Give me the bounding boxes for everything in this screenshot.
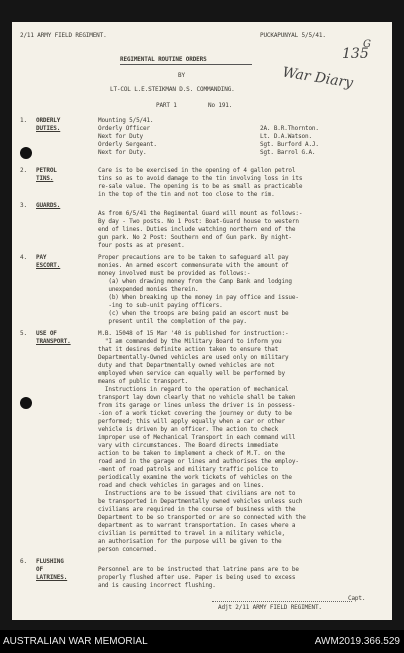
duty-label: Mounting 5/5/41. (98, 117, 154, 124)
section-3-heading-line: GUARDS. (36, 202, 61, 209)
body-line: (a) when drawing money from the Camp Bank and lodging (98, 278, 292, 285)
body-line: transport lay down clearly that no vehicle shall be taken (98, 394, 296, 401)
duty-value: Sgt. Burford A.J. (260, 141, 319, 148)
duty-value: 2A. B.R.Thornton. (260, 125, 319, 132)
body-line: end of lines. Duties include watching northern end of the (98, 226, 296, 233)
body-line: means of public transport. (98, 378, 189, 385)
body-line: periodically examine the work tickets of vehicles on the (98, 474, 292, 481)
body-line: duty and that Departmentally owned vehicles are not (98, 362, 275, 369)
order-number: No 191. (208, 102, 233, 109)
document-page (12, 22, 392, 620)
body-line: present until the completion of the pay. (98, 318, 247, 325)
body-line: Instructions are to be issued that civilians are not to (98, 490, 296, 497)
body-line: M.B. 15048 of 15 Mar '40 is published for instruction:- (98, 330, 289, 337)
body-line: that it desires definite action taken to ensure that (98, 346, 279, 353)
section-2-number: 2. (20, 167, 27, 174)
commanding-officer: LT-COL L.E.STEIKMAN D.S. COMMANDING. (110, 86, 235, 93)
section-6-heading-line: LATRINES. (36, 574, 68, 581)
body-line: (c) when the troops are being paid an escort must be (98, 310, 289, 317)
body-line: road and in the garage or lines and authorises the employ- (98, 458, 299, 465)
body-line: Care is to be exercised in the opening of 4 gallon petrol (98, 167, 296, 174)
body-line: in the top of the tin and not too close to the rim. (98, 191, 275, 198)
handwritten-letter: G (363, 39, 371, 50)
body-line: vehicle is driven by an officer. The action to check (98, 426, 279, 433)
document-title: REGIMENTAL ROUTINE ORDERS (120, 56, 207, 63)
title-underline (120, 64, 252, 65)
body-line: monies. An armed escort commensurate with the amount of (98, 262, 289, 269)
body-line: four posts as at present. (98, 242, 185, 249)
body-line: performed; this will apply equally when a car or other (98, 418, 285, 425)
body-line: Instructions in regard to the operation of mechanical (98, 386, 289, 393)
body-line: Personnel are to be instructed that latrine pans are to be (98, 566, 299, 573)
body-line: properly flushed after use. Paper is being used to excess (98, 574, 296, 581)
duty-label: Next for Duty. (98, 149, 147, 156)
body-line: action to be taken to implement a check of M.T. on the (98, 450, 285, 457)
footer-bar (0, 630, 404, 653)
duty-label: Orderly Sergeant. (98, 141, 157, 148)
duty-label: Orderly Officer (98, 125, 150, 132)
binder-hole (20, 147, 32, 159)
section-1-heading-line: ORDERLY (36, 117, 61, 124)
section-5-number: 5. (20, 330, 27, 337)
section-3-number: 3. (20, 202, 27, 209)
signature-title: Adjt 2/11 ARMY FIELD REGIMENT. (218, 604, 322, 611)
body-line: tins so as to avoid damage to the tin involving loss in its (98, 175, 303, 182)
body-line: (b) When breaking up the money in pay office and issue- (98, 294, 299, 301)
by-label: BY (178, 72, 185, 79)
signature-line (212, 601, 352, 602)
body-line: -ion of a work ticket covering the journey or duty to be (98, 410, 292, 417)
section-2-heading-line: PETROL (36, 167, 57, 174)
section-4-heading-line: ESCORT. (36, 262, 61, 269)
section-1-number: 1. (20, 117, 27, 124)
binder-hole (20, 397, 32, 409)
section-5-heading-line: USE OF (36, 330, 57, 337)
section-1-heading-line: DUTIES. (36, 125, 61, 132)
footer-accession-number: AWM2019.366.529 (314, 636, 400, 647)
body-line: road and check vehicles in garages and on lines. (98, 482, 265, 489)
body-line: By day - Two posts. No 1 Post: Boat-Guard house to western (98, 218, 299, 225)
body-line: and is causing incorrect flushing. (98, 582, 216, 589)
body-line: civilians are required in the course of business with the (98, 506, 296, 513)
body-line: As from 6/5/41 the Regimental Guard will mount as follows:- (98, 210, 303, 217)
body-line: employed when service can equally well be performed by (98, 370, 285, 377)
duty-label: Next for Duty (98, 133, 144, 140)
location-date: PUCKAPUNYAL 5/5/41. (260, 32, 326, 39)
body-line: be transported in Departmentally owned vehicles unless such (98, 498, 303, 505)
section-4-number: 4. (20, 254, 27, 261)
body-line: Proper precautions are to be taken to safeguard all pay (98, 254, 289, 261)
section-6-number: 6. (20, 558, 27, 565)
section-5-heading-line: TRANSPORT. (36, 338, 71, 345)
body-line: "I am commanded by the Military Board to inform you (98, 338, 282, 345)
section-4-heading-line: PAY (36, 254, 47, 261)
section-6-heading-line: FLUSHING (36, 558, 64, 565)
signature-rank: Capt. (348, 595, 366, 602)
body-line: civilian is permitted to travel in a military vehicle, (98, 530, 285, 537)
body-line: re-sale value. The opening is to be as small as practicable (98, 183, 303, 190)
footer-source: AUSTRALIAN WAR MEMORIAL (3, 636, 148, 647)
body-line: an authorisation for the purpose will be given to the (98, 538, 282, 545)
body-line: vary with circumstances. The Board directs immediate (98, 442, 279, 449)
part-label: PART 1 (156, 102, 177, 109)
body-line: money involved must be provided as follows:- (98, 270, 251, 277)
body-line: Department to be so transported or are so connected with the (98, 514, 306, 521)
body-line: gun park. No 2 Post: Southern end of Gun park. By night- (98, 234, 292, 241)
war-diary-stamp: War Diary (281, 64, 355, 92)
body-line: -ment of road patrols and military traffic police to (98, 466, 279, 473)
section-6-heading-line: OF (36, 566, 43, 573)
body-line: department as to warrant transportation. In cases where a (98, 522, 296, 529)
unit-name: 2/11 ARMY FIELD REGIMENT. (20, 32, 107, 39)
body-line: improper use of Mechanical Transport in each command will (98, 434, 296, 441)
duty-value: Lt. D.A.Watson. (260, 133, 312, 140)
body-line: person concerned. (98, 546, 157, 553)
handwritten-number: 135 (342, 46, 369, 62)
section-2-heading-line: TINS. (36, 175, 54, 182)
body-line: Departmentally-Owned vehicles are used only on military (98, 354, 289, 361)
duty-value: Sgt. Barrol G.A. (260, 149, 316, 156)
body-line: from its garage or lines unless the driver is in possess- (98, 402, 296, 409)
body-line: unexpended monies therein. (98, 286, 199, 293)
body-line: -ing to sub-unit paying officers. (98, 302, 223, 309)
